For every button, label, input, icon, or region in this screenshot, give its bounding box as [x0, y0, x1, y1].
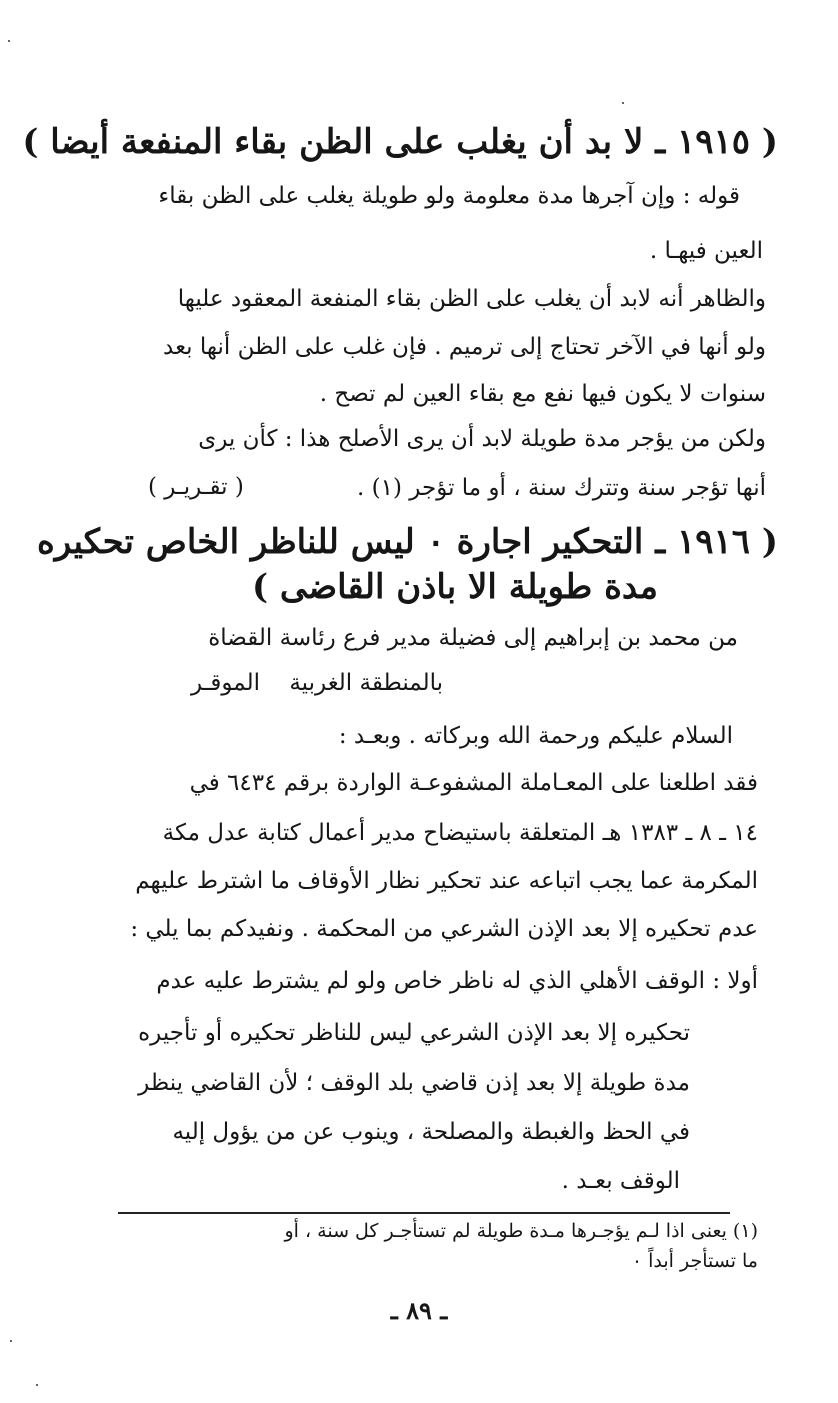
scan-speck [8, 40, 10, 42]
text-line: تحكيره إلا بعد الإذن الشرعي ليس للناظر تحكيره أو تأجيره [138, 1020, 690, 1046]
text-line: فقد اطلعنا على المعـاملة المشفوعـة الواردة برقم ٦٤٣٤ في [189, 770, 758, 796]
scan-speck [36, 1384, 38, 1386]
scan-speck [10, 1340, 12, 1342]
text-line: ولو أنها في الآخر تحتاج إلى ترميم . فإن غلب على الظن أنها بعد [163, 334, 766, 360]
text-line: ١٤ ـ ٨ ـ ١٣٨٣ هـ المتعلقة باستيضاح مدير أعمال كتابة عدل مكة [162, 820, 758, 846]
text-line: عدم تحكيره إلا بعد الإذن الشرعي من المحكمة . ونفيدكم بما يلي : [130, 916, 758, 942]
text-line: والظاهر أنه لابد أن يغلب على الظن بقاء المنفعة المعقود عليها [177, 286, 766, 312]
letter-honorific: الموقـر [191, 670, 260, 696]
page-number: ـ ٨٩ ـ [390, 1296, 448, 1325]
section-heading-1916-line1: ( ١٩١٦ ـ التحكير اجارة ٠ ليس للناظر الخاص تحكيره [36, 522, 778, 562]
text-line: قوله : وإن آجرها مدة معلومة ولو طويلة يغلب على الظن بقاء [158, 183, 740, 209]
section-heading-1915: ( ١٩١٥ ـ لا بد أن يغلب على الظن بقاء المنفعة أيضا ) [22, 122, 778, 162]
text-line: السلام عليكم ورحمة الله وبركاته . وبعـد : [338, 723, 733, 749]
section-heading-1916-line2: مدة طويلة الا باذن القاضى ) [251, 567, 658, 607]
letter-region: بالمنطقة الغربية [289, 670, 443, 696]
source-note: ( تقـريـر ) [148, 474, 244, 500]
scan-speck [622, 102, 624, 104]
text-line: أنها تؤجر سنة وتترك سنة ، أو ما تؤجر (١) . [357, 475, 766, 501]
text-line: مدة طويلة إلا بعد إذن قاضي بلد الوقف ؛ لأن القاضي ينظر [138, 1070, 690, 1096]
text-line: أولا : الوقف الأهلي الذي له ناظر خاص ولو لم يشترط عليه عدم [156, 968, 758, 994]
text-line: ولكن من يؤجر مدة طويلة لابد أن يرى الأصلح هذا : كأن يرى [198, 426, 766, 452]
footnote-line: ما تستأجر أبداً ٠ [631, 1250, 758, 1272]
text-line: المكرمة عما يجب اتباعه عند تحكير نظار الأوقاف ما اشترط عليهم [135, 868, 758, 894]
footnote-rule [118, 1212, 730, 1214]
letter-recipient: من محمد بن إبراهيم إلى فضيلة مدير فرع رئاسة القضاة [208, 625, 738, 651]
text-line: العين فيهـا . [649, 238, 763, 264]
text-line: سنوات لا يكون فيها نفع مع بقاء العين لم تصح . [319, 381, 766, 407]
text-line: الوقف بعـد . [561, 1168, 680, 1194]
text-line: في الحظ والغبطة والمصلحة ، وينوب عن من يؤول إليه [172, 1119, 690, 1145]
footnote-line: (١) يعنى اذا لـم يؤجـرها مـدة طويلة لم تستأجـر كل سنة ، أو [284, 1220, 758, 1242]
